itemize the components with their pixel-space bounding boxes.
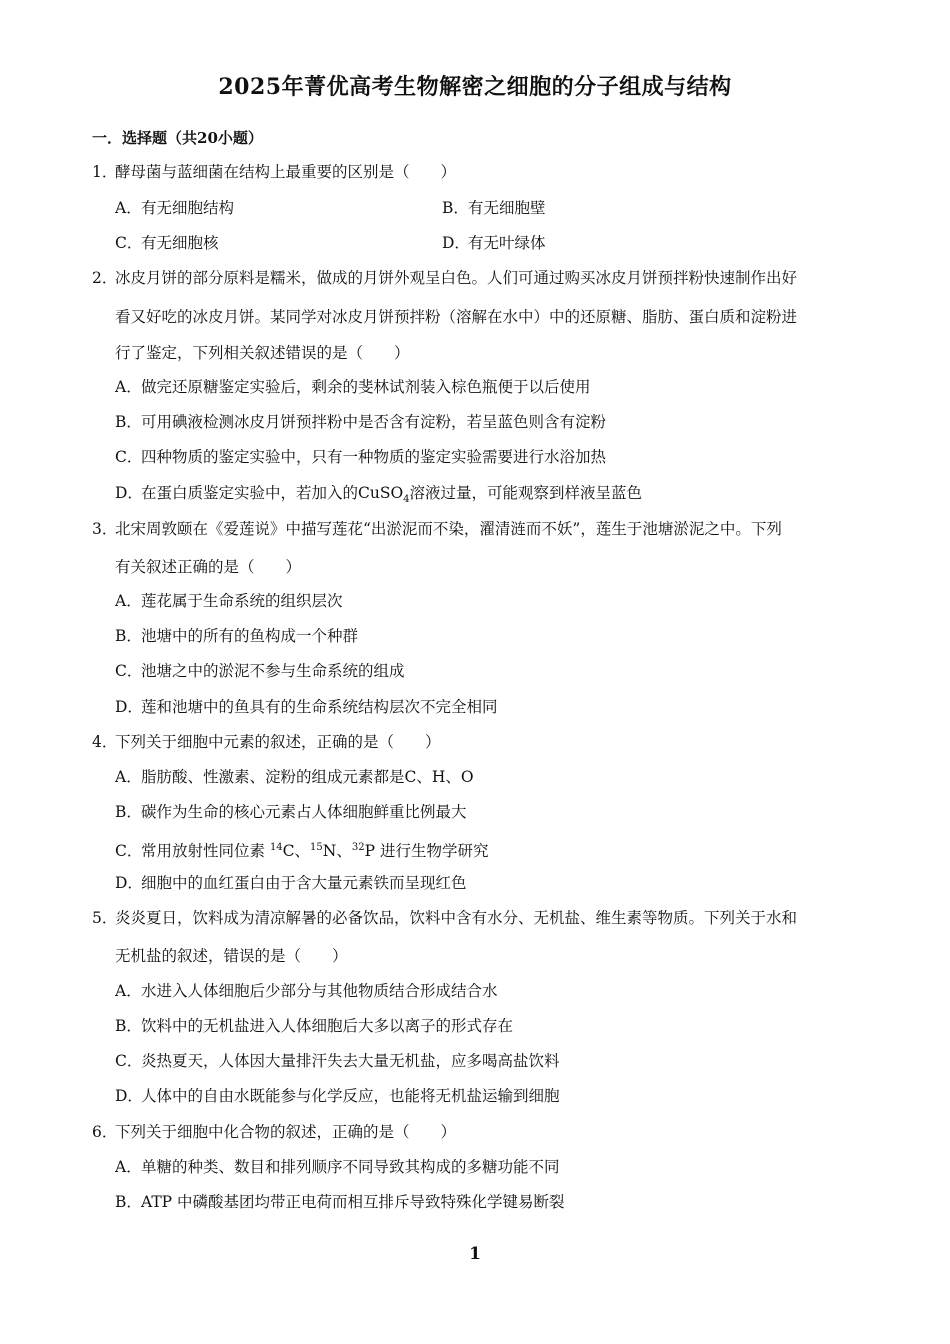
option-3c: C．池塘之中的淤泥不参与生命系统的组成 xyxy=(115,662,405,680)
option-6a: A．单糖的种类、数目和排列顺序不同导致其构成的多糖功能不同 xyxy=(115,1158,560,1176)
option-3d: D．莲和池塘中的鱼具有的生命系统结构层次不完全相同 xyxy=(115,698,498,716)
option-5d: D．人体中的自由水既能参与化学反应，也能将无机盐运输到细胞 xyxy=(115,1087,560,1105)
section-heading: 一．选择题（共20小题） xyxy=(92,129,263,147)
option-1c: C．有无细胞核 xyxy=(115,234,219,252)
page-number: 1 xyxy=(469,1244,481,1264)
option-4d: D．细胞中的血红蛋白由于含大量元素铁而呈现红色 xyxy=(115,874,467,892)
question-6-stem: 6．下列关于细胞中化合物的叙述，正确的是（ ） xyxy=(92,1123,457,1141)
question-2-stem-line-3: 行了鉴定，下列相关叙述错误的是（ ） xyxy=(115,344,410,362)
option-4c: C．常用放射性同位素 $^{14}$C、$^{15}$N、$^{32}$P 进行生物学研究 xyxy=(115,842,489,861)
question-1-stem: 1．酵母菌与蓝细菌在结构上最重要的区别是（ ） xyxy=(92,163,457,181)
option-2b: B．可用碘液检测冰皮月饼预拌粉中是否含有淀粉，若呈蓝色则含有淀粉 xyxy=(115,413,607,431)
option-4a: A．脂肪酸、性激素、淀粉的组成元素都是C、H、O xyxy=(115,768,474,786)
question-3-stem-line-2: 有关叙述正确的是（ ） xyxy=(115,558,302,576)
question-number: 6． xyxy=(92,1123,118,1141)
question-number: 2． xyxy=(92,269,118,287)
option-3b: B．池塘中的所有的鱼构成一个种群 xyxy=(115,627,359,645)
option-2d: D．在蛋白质鉴定实验中，若加入的CuSO$_4$溶液过量，可能观察到样液呈蓝色 xyxy=(115,484,643,506)
option-3a: A．莲花属于生命系统的组织层次 xyxy=(115,592,343,610)
question-number: 5． xyxy=(92,909,118,927)
question-number: 4． xyxy=(92,733,118,751)
option-5a: A．水进入人体细胞后少部分与其他物质结合形成结合水 xyxy=(115,982,498,1000)
option-4b: B．碳作为生命的核心元素占人体细胞鲜重比例最大 xyxy=(115,803,467,821)
option-6b: B．ATP 中磷酸基团均带正电荷而相互排斥导致特殊化学键易断裂 xyxy=(115,1193,565,1211)
question-number: 1． xyxy=(92,163,118,181)
option-2a: A．做完还原糖鉴定实验后，剩余的斐林试剂装入棕色瓶便于以后使用 xyxy=(115,378,591,396)
question-5-stem: 5．炎炎夏日，饮料成为清凉解暑的必备饮品，饮料中含有水分、无机盐、维生素等物质。下列关于水和 xyxy=(92,909,798,927)
question-5-stem-line-2: 无机盐的叙述，错误的是（ ） xyxy=(115,947,348,965)
option-5b: B．饮料中的无机盐进入人体细胞后大多以离子的形式存在 xyxy=(115,1017,514,1035)
question-3-stem: 3．北宋周敦颐在《爱莲说》中描写莲花“出淤泥而不染，濯清涟而不妖”，莲生于池塘淤泥之中。下列 xyxy=(92,520,782,538)
question-2-stem: 2．冰皮月饼的部分原料是糯米，做成的月饼外观呈白色。人们可通过购买冰皮月饼预拌粉快速制作出好 xyxy=(92,269,798,287)
option-2c: C．四种物质的鉴定实验中，只有一种物质的鉴定实验需要进行水浴加热 xyxy=(115,448,607,466)
page-title: 2025年菁优高考生物解密之细胞的分子组成与结构 xyxy=(218,74,732,100)
question-number: 3． xyxy=(92,520,118,538)
option-5c: C．炎热夏天，人体因大量排汗失去大量无机盐，应多喝高盐饮料 xyxy=(115,1052,560,1070)
question-4-stem: 4．下列关于细胞中元素的叙述，正确的是（ ） xyxy=(92,733,441,751)
option-1b: B．有无细胞壁 xyxy=(442,199,546,217)
option-1a: A．有无细胞结构 xyxy=(115,199,235,217)
question-2-stem-line-2: 看又好吃的冰皮月饼。某同学对冰皮月饼预拌粉（溶解在水中）中的还原糖、脂肪、蛋白质和淀粉进 xyxy=(115,308,798,326)
option-1d: D．有无叶绿体 xyxy=(442,234,546,252)
